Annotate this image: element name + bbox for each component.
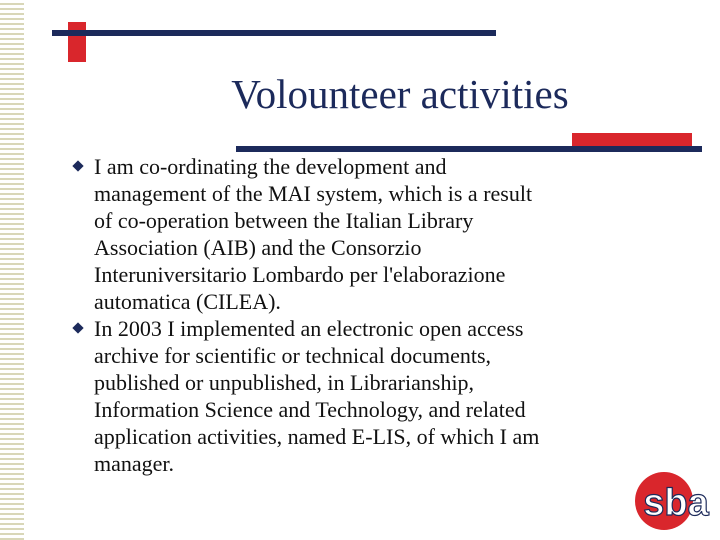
bullet-line: manager.: [94, 451, 175, 476]
bullet-list: [74, 153, 674, 477]
bullet-line: I am co-ordinating the development and: [94, 154, 447, 179]
bullet-item: [74, 153, 674, 315]
bullet-line: Association (AIB) and the Consorzio: [94, 235, 422, 260]
logo-text: sba: [643, 482, 709, 524]
bullet-line: archive for scientific or technical documents,: [94, 343, 492, 368]
bullet-item: [74, 315, 674, 477]
bullet-line: Interuniversitario Lombardo per l'elaborazione: [94, 262, 506, 287]
diamond-bullet-icon: [72, 322, 83, 333]
bullet-line: Information Science and Technology, and related: [94, 397, 526, 422]
bullet-line: of co-operation between the Italian Library: [94, 208, 474, 233]
title-navy-bar: [236, 146, 702, 152]
top-red-bar: [68, 22, 86, 62]
sba-logo-icon: [630, 470, 718, 532]
bullet-line: management of the MAI system, which is a result: [94, 181, 533, 206]
left-stripe-decoration: [0, 0, 24, 540]
bullet-line: In 2003 I implemented an electronic open access: [94, 316, 524, 341]
diamond-bullet-icon: [72, 160, 83, 171]
bullet-line: automatica (CILEA).: [94, 289, 281, 314]
bullet-line: published or unpublished, in Librarianship,: [94, 370, 475, 395]
slide-title: Volounteer activities: [231, 71, 569, 117]
title-red-bar: [572, 133, 692, 147]
top-navy-bar: [52, 30, 496, 36]
bullet-line: application activities, named E-LIS, of which I am: [94, 424, 540, 449]
